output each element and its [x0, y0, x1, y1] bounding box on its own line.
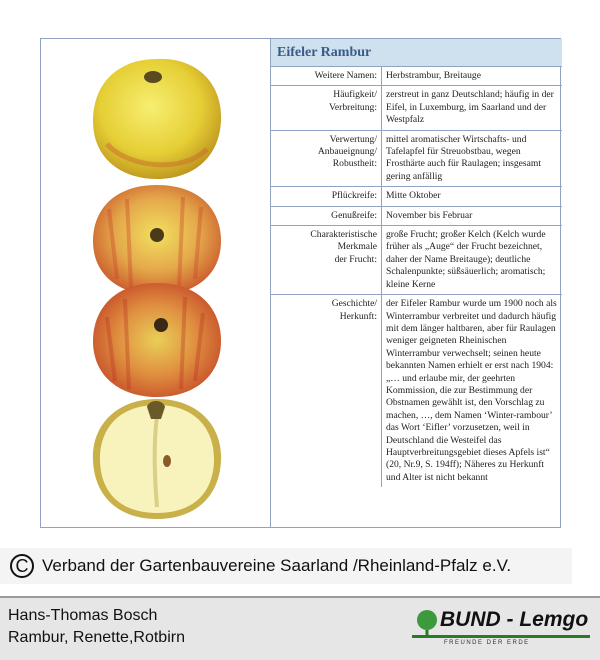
info-row-label: Pflückreife: [271, 187, 382, 206]
bund-logo-underline [412, 635, 590, 638]
bund-logo-text: BUND - Lemgo [440, 608, 589, 631]
info-row-label: Genußreife: [271, 206, 382, 225]
info-row-label: Geschichte/ Herkunft: [271, 295, 382, 488]
info-table [271, 67, 562, 487]
bund-leaf-icon [414, 608, 440, 636]
apple-photo-cut-half [87, 395, 227, 523]
copyright-text: Verband der Gartenbauvereine Saarland /Rheinland-Pfalz e.V. [42, 556, 512, 575]
footer-subtitle: Rambur, Renette,Rotbirn [8, 629, 185, 646]
info-row-label: Verwertung/ Anbaueignung/ Robustheit: [271, 130, 382, 187]
variety-info-table [270, 39, 562, 527]
footer-author-block [8, 605, 185, 649]
variety-title: Eifeler Rambur [271, 39, 562, 67]
info-row-label: Charakteristische Merkmale der Frucht: [271, 226, 382, 295]
info-row-value: mittel aromatischer Wirtschafts- und Tafelapfel für Streuobstbau, wegen Frosthärte auch für Raulagen; insgesamt gering anfällig [382, 130, 563, 187]
info-row [271, 130, 562, 187]
bund-logo [412, 608, 592, 652]
apple-photo-top [87, 49, 227, 184]
info-row-value: Mitte Oktober [382, 187, 563, 206]
footer [0, 596, 600, 660]
info-row [271, 295, 562, 488]
copyright-icon: C [10, 554, 34, 578]
info-row-value: Herbstrambur, Breitauge [382, 67, 563, 86]
apple-photo-third [87, 277, 227, 402]
apple-variety-card [40, 38, 561, 528]
info-row [271, 187, 562, 206]
info-row-value: der Eifeler Rambur wurde um 1900 noch als Winterrambur verbreitet und dadurch häufig mit dem länger haltbaren, aber für Raulagen weniger geigneten Rheinischen Winterrambur verwechselt; seinen heute bekannten Namen erhielt er erst nach 1904: „… und erlaube mir, der geehrten Kommission, die zur Bestimmung der Obstnamen gewählt ist, den Vorschlag zu machen, …, dem Namen ‘Winter-rambour’ das Wort ‘Eifler’ vorzusetzen, weil in Deutschland die Westeifel das Hauptverbreitungsgebiet dieses Apfels ist“ (20, Nr.9, S. 194ff); Näheres zu Herkunft und Alter ist nicht bekannt [386, 298, 557, 483]
info-row-label: Weitere Namen: [271, 67, 382, 86]
info-row [271, 206, 562, 225]
bund-logo-subtitle: FREUNDE DER ERDE [444, 640, 530, 646]
copyright-bar [0, 548, 572, 584]
apple-photos [41, 39, 269, 527]
info-row-value: große Frucht; großer Kelch (Kelch wurde früher als „Auge“ der Frucht bezeichnet, daher der Name Breitauge); deutliche Schalenpunkte; süßsäuerlich; aromatisch; kleine Kerne [382, 226, 563, 295]
info-row [271, 226, 562, 295]
author-name: Hans-Thomas Bosch [8, 607, 158, 624]
info-row-value: November bis Februar [382, 206, 563, 225]
info-row-label: Häufigkeit/ Verbreitung: [271, 86, 382, 130]
info-row [271, 86, 562, 130]
info-row [271, 67, 562, 86]
info-row-value: zerstreut in ganz Deutschland; häufig in der Eifel, in Luxemburg, im Saarland und der Westpfalz [382, 86, 563, 130]
